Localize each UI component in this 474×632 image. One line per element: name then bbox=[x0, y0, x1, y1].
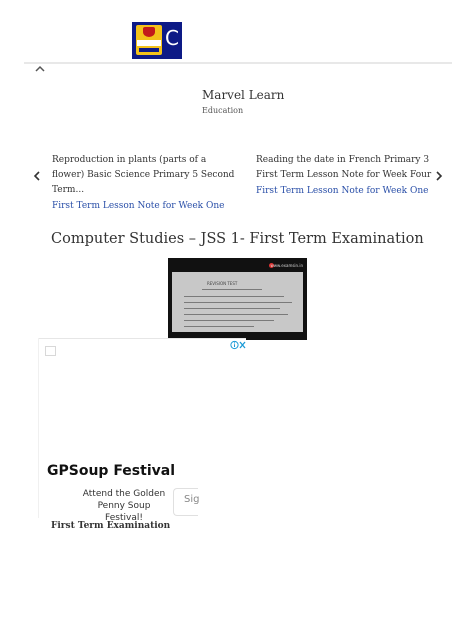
logo-letter: C bbox=[165, 26, 179, 50]
thumbnail-brand: www.examsin.in bbox=[270, 263, 303, 268]
related-item-title[interactable]: Reading the date in French Primary 3 First Term Lesson Note for Week Four bbox=[256, 155, 432, 180]
channel-category: Education bbox=[202, 106, 244, 115]
header-divider bbox=[24, 62, 452, 64]
advertisement[interactable] bbox=[38, 338, 246, 523]
shield-band bbox=[137, 40, 161, 46]
ad-border bbox=[39, 338, 246, 339]
image-placeholder-icon bbox=[45, 346, 56, 356]
chevron-up-icon[interactable] bbox=[34, 64, 46, 74]
channel-name[interactable]: Marvel Learn bbox=[202, 88, 285, 102]
ad-cta-label[interactable]: Sig bbox=[184, 494, 200, 505]
page-title: Computer Studies – JSS 1- First Term Examination bbox=[51, 231, 424, 247]
related-item-title[interactable]: Reproduction in plants (parts of a flower) Basic Science Primary 5 Second Term... bbox=[52, 155, 235, 195]
chevron-right-icon[interactable] bbox=[434, 170, 444, 182]
site-logo[interactable] bbox=[132, 22, 182, 59]
shield-icon bbox=[136, 25, 162, 55]
related-item[interactable] bbox=[256, 153, 441, 199]
related-item-link[interactable]: First Term Lesson Note for Week One bbox=[256, 186, 429, 196]
ad-body[interactable]: Attend the Golden Penny Soup Festival! bbox=[82, 489, 166, 523]
related-item-link[interactable]: First Term Lesson Note for Week One bbox=[52, 201, 225, 211]
ad-choices-icon[interactable] bbox=[230, 340, 246, 350]
crest-icon bbox=[143, 27, 155, 37]
exam-paper-image bbox=[172, 272, 303, 332]
related-item[interactable] bbox=[52, 153, 237, 214]
document-caption: First Term Examination bbox=[51, 521, 171, 531]
chevron-left-icon[interactable] bbox=[32, 170, 42, 182]
thumbnail-heading: REVISION TEST bbox=[207, 281, 238, 286]
shield-band-lower bbox=[139, 48, 159, 52]
document-thumbnail[interactable] bbox=[168, 258, 307, 340]
ad-headline[interactable]: GPSoup Festival bbox=[47, 463, 176, 479]
